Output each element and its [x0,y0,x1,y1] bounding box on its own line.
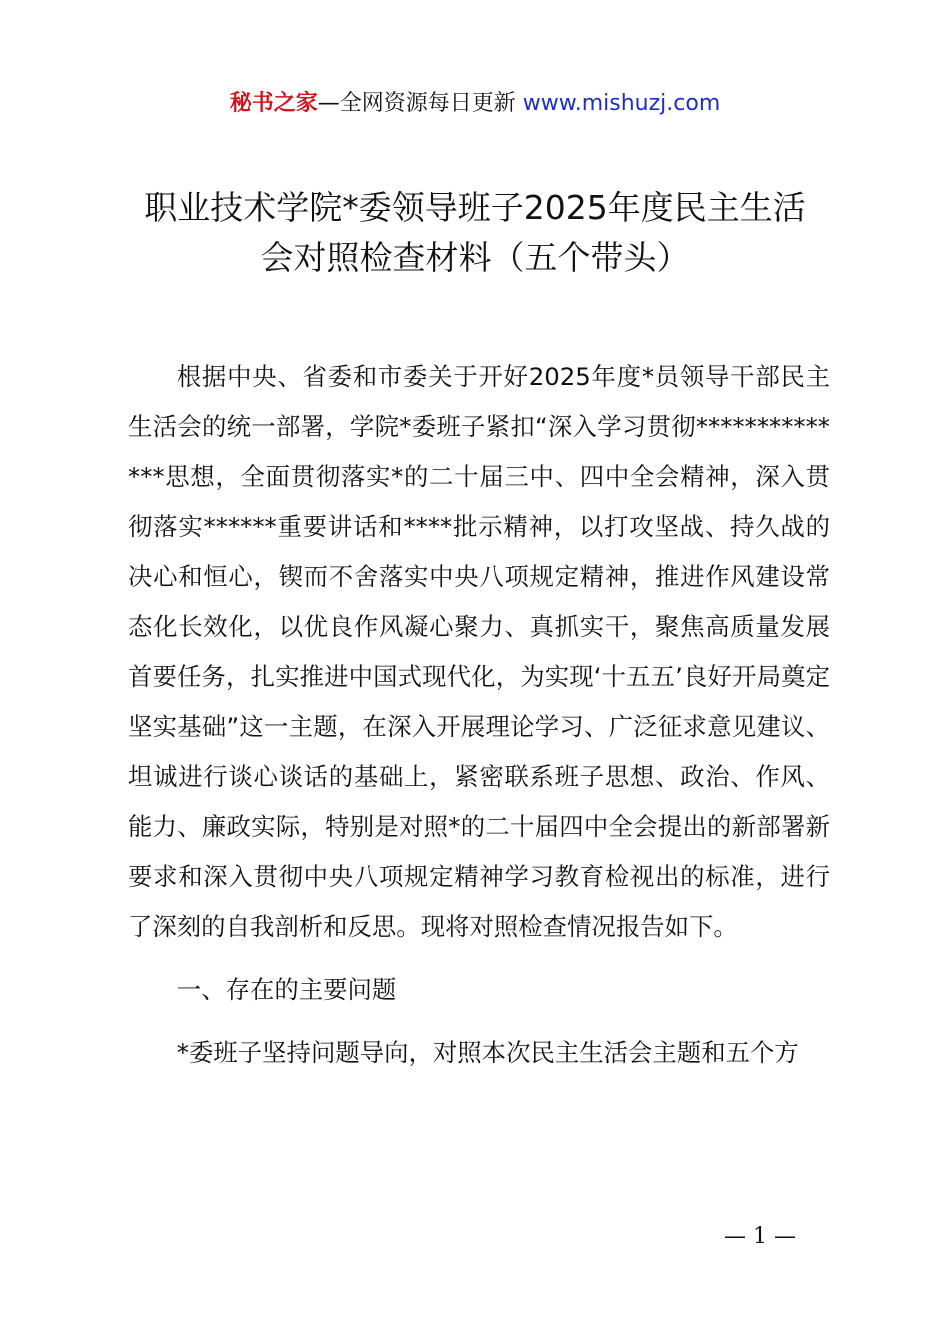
title-line-2: 会对照检查材料（五个带头） [260,238,690,277]
body-paragraph: *委班子坚持问题导向，对照本次民主生活会主题和五个方 [176,1038,799,1067]
brand-name: 秘书之家 [229,91,318,116]
document-body [128,352,830,1078]
site-header [0,88,950,120]
page-number: — 1 — [724,1224,796,1249]
title-line-1: 职业技术学院*委领导班子2025年度民主生活 [144,188,806,227]
intro-paragraph: 根据中央、省委和市委关于开好2025年度*员领导干部民主生活会的统一部署，学院*委班子紧扣“深入学习贯彻**************思想，全面贯彻落实*的二十届三中、四中全会精神，深入贯彻落实******重要讲话和****批示精神，以打攻坚战、持久战的决心和恒心，锲而不舍落实中央八项规定精神，推进作风建设常态化长效化，以优良作风凝心聚力、真抓实干，聚焦高质量发展首要任务，扎实推进中国式现代化，为实现‘十五五’良好开局奠定坚实基础”这一主题，在深入开展理论学习、广泛征求意见建议、坦诚进行谈心谈话的基础上，紧密联系班子思想、政治、作风、能力、廉政实际，特别是对照*的二十届四中全会提出的新部署新要求和深入贯彻中央八项规定精神学习教育检视出的标准，进行了深刻的自我剖析和反思。现将对照检查情况报告如下。 [128,362,830,941]
section-heading: 一、存在的主要问题 [176,975,397,1004]
document-title [0,183,950,283]
header-tagline: —全网资源每日更新 [317,91,523,116]
site-url[interactable]: www.mishuzj.com [522,91,721,116]
